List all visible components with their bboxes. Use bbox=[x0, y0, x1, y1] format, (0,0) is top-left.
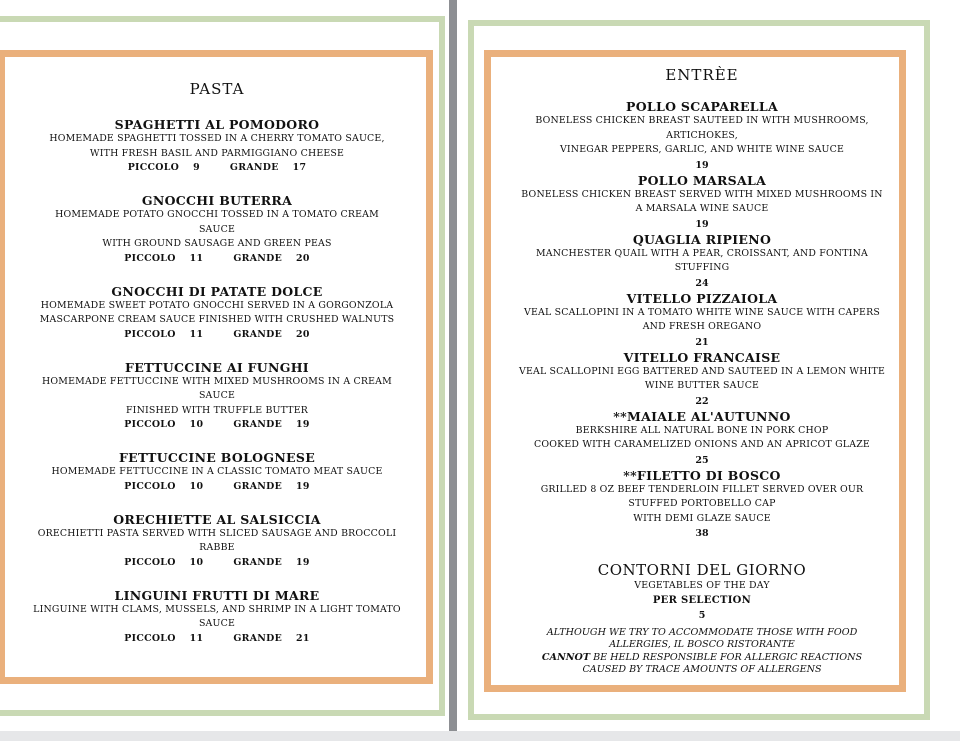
grande-label: GRANDE bbox=[233, 480, 283, 492]
dish-name: VITELLO PIZZAIOLA bbox=[626, 290, 778, 306]
dish-name: POLLO SCAPARELLA bbox=[626, 99, 778, 114]
pasta-menu bbox=[12, 80, 422, 665]
grande-label: GRANDE bbox=[233, 252, 283, 264]
dish-description: MANCHESTER QUAIL WITH A PEAR, CROISSANT, AND FONTINA bbox=[535, 247, 869, 259]
dish-name: **MAIALE AL'AUTUNNO bbox=[613, 408, 791, 424]
piccolo-price: 10 bbox=[189, 556, 204, 568]
grande-price: 20 bbox=[296, 252, 310, 264]
bottom-scroll-area bbox=[0, 731, 960, 741]
piccolo-label: PICCOLO bbox=[124, 419, 176, 430]
dish-prices bbox=[12, 161, 422, 174]
dish-price: 21 bbox=[695, 336, 709, 348]
grande-price: 17 bbox=[292, 162, 307, 173]
dish-description: AND FRESH OREGANO bbox=[642, 321, 762, 332]
dish-prices bbox=[12, 556, 422, 569]
menu-item bbox=[512, 469, 892, 542]
menu-item bbox=[512, 100, 892, 173]
allergy-line: CAUSED BY TRACE AMOUNTS OF ALLERGENS bbox=[582, 664, 822, 675]
piccolo-price: 11 bbox=[189, 328, 204, 340]
entree-menu bbox=[512, 66, 892, 677]
dish-description: SAUCE bbox=[198, 223, 236, 235]
dish-description: WITH FRESH BASIL AND PARMIGGIANO CHEESE bbox=[89, 147, 345, 159]
dish-description: A MARSALA WINE SAUCE bbox=[635, 203, 769, 214]
dish-price: 25 bbox=[695, 454, 709, 466]
dish-description: WITH GROUND SAUSAGE AND GREEN PEAS bbox=[102, 238, 332, 249]
dish-description: VEAL SCALLOPINI EGG BATTERED AND SAUTEED IN A LEMON WHITE bbox=[518, 365, 886, 377]
grande-price: 19 bbox=[296, 419, 310, 430]
dish-description: HOMEMADE SWEET POTATO GNOCCHI SERVED IN A GORGONZOLA bbox=[40, 299, 394, 311]
dish-name: **FILETTO DI BOSCO bbox=[623, 467, 781, 483]
dish-description: HOMEMADE POTATO GNOCCHI TOSSED IN A TOMATO CREAM bbox=[55, 209, 379, 220]
dish-name: ORECHIETTE AL SALSICCIA bbox=[113, 511, 321, 527]
dish-description: GRILLED 8 OZ BEEF TENDERLOIN FILLET SERVED OVER OUR bbox=[540, 483, 864, 495]
dish-description: WINE BUTTER SAUCE bbox=[644, 380, 760, 391]
dish-prices bbox=[12, 418, 422, 431]
menu-item bbox=[512, 292, 892, 350]
dish-description: RABBE bbox=[199, 542, 235, 553]
piccolo-label: PICCOLO bbox=[124, 252, 176, 264]
allergy-line: ALLERGIES, IL BOSCO RISTORANTE bbox=[609, 639, 795, 650]
dish-name: QUAGLIA RIPIENO bbox=[632, 231, 772, 247]
menu-item bbox=[12, 361, 422, 432]
dish-name: FETTUCCINE BOLOGNESE bbox=[118, 450, 316, 465]
menu-item bbox=[512, 233, 892, 291]
dish-description: BERKSHIRE ALL NATURAL BONE IN PORK CHOP bbox=[575, 424, 829, 436]
dish-price: 19 bbox=[695, 159, 709, 171]
dish-description: COOKED WITH CARAMELIZED ONIONS AND AN APRICOT GLAZE bbox=[534, 439, 870, 450]
contorni-heading: CONTORNI DEL GIORNO bbox=[597, 561, 807, 579]
dish-name: LINGUINI FRUTTI DI MARE bbox=[114, 587, 320, 603]
piccolo-label: PICCOLO bbox=[124, 556, 176, 568]
contorni-price: 5 bbox=[698, 609, 706, 621]
piccolo-label: PICCOLO bbox=[127, 162, 180, 173]
dish-description: HOMEMADE FETTUCCINE IN A CLASSIC TOMATO MEAT SAUCE bbox=[51, 466, 383, 477]
menu-item bbox=[12, 451, 422, 493]
grande-label: GRANDE bbox=[229, 162, 279, 173]
cannot-emphasis: CANNOT bbox=[541, 651, 591, 663]
dish-prices bbox=[12, 480, 422, 493]
menu-item bbox=[12, 513, 422, 569]
dish-description: VEAL SCALLOPINI IN A TOMATO WHITE WINE SAUCE WITH CAPERS bbox=[524, 306, 880, 318]
allergy-text: BE HELD RESPONSIBLE FOR ALLERGIC REACTIONS bbox=[590, 651, 863, 663]
dish-price: 19 bbox=[695, 218, 709, 230]
dish-description: STUFFED PORTOBELLO CAP bbox=[628, 498, 776, 509]
menu-item bbox=[512, 174, 892, 232]
page-gutter bbox=[449, 0, 457, 741]
pasta-heading: PASTA bbox=[189, 80, 245, 98]
dish-description: HOMEMADE SPAGHETTI TOSSED IN A CHERRY TOMATO SAUCE, bbox=[49, 133, 385, 144]
dish-prices bbox=[12, 252, 422, 265]
dish-description: BONELESS CHICKEN BREAST SAUTEED IN WITH MUSHROOMS, bbox=[535, 115, 869, 126]
grande-price: 19 bbox=[296, 480, 310, 492]
contorni-section bbox=[512, 561, 892, 623]
menu-item bbox=[512, 351, 892, 409]
dish-description: MASCARPONE CREAM SAUCE FINISHED WITH CRUSHED WALNUTS bbox=[39, 314, 395, 325]
dish-name: POLLO MARSALA bbox=[637, 172, 767, 188]
menu-item bbox=[12, 118, 422, 174]
menu-item bbox=[12, 285, 422, 341]
grande-price: 20 bbox=[296, 328, 310, 340]
piccolo-label: PICCOLO bbox=[124, 480, 176, 492]
piccolo-price: 9 bbox=[193, 162, 200, 173]
grande-label: GRANDE bbox=[233, 328, 283, 340]
menu-item bbox=[12, 194, 422, 265]
grande-price: 19 bbox=[296, 556, 310, 568]
piccolo-label: PICCOLO bbox=[124, 632, 176, 644]
dish-name: SPAGHETTI AL POMODORO bbox=[114, 117, 320, 132]
grande-price: 21 bbox=[296, 632, 310, 644]
dish-prices bbox=[12, 632, 422, 645]
dish-description: STUFFING bbox=[674, 262, 730, 273]
piccolo-price: 11 bbox=[189, 252, 204, 264]
dish-description: ORECHIETTI PASTA SERVED WITH SLICED SAUSAGE AND BROCCOLI bbox=[37, 527, 397, 539]
dish-description: SAUCE bbox=[198, 618, 236, 629]
grande-label: GRANDE bbox=[233, 632, 283, 644]
dish-description: BONELESS CHICKEN BREAST SERVED WITH MIXED MUSHROOMS IN bbox=[521, 188, 883, 200]
dish-name: GNOCCHI DI PATATE DOLCE bbox=[111, 283, 323, 299]
allergy-notice bbox=[512, 627, 892, 677]
piccolo-label: PICCOLO bbox=[124, 328, 176, 340]
dish-name: VITELLO FRANCAISE bbox=[623, 349, 781, 365]
dish-name: GNOCCHI BUTERRA bbox=[141, 193, 293, 208]
allergy-line bbox=[512, 652, 892, 665]
dish-description: LINGUINE WITH CLAMS, MUSSELS, AND SHRIMP IN A LIGHT TOMATO bbox=[33, 603, 401, 615]
piccolo-price: 10 bbox=[189, 480, 204, 492]
entree-heading: ENTRÈE bbox=[665, 66, 739, 84]
piccolo-price: 10 bbox=[189, 419, 204, 430]
dish-prices bbox=[12, 328, 422, 341]
dish-description: SAUCE bbox=[198, 390, 236, 401]
piccolo-price: 11 bbox=[189, 632, 204, 644]
grande-label: GRANDE bbox=[233, 419, 283, 430]
dish-description: HOMEMADE FETTUCCINE WITH MIXED MUSHROOMS IN A CREAM bbox=[42, 375, 392, 387]
dish-price: 22 bbox=[695, 395, 709, 407]
dish-price: 24 bbox=[695, 277, 709, 289]
dish-description: WITH DEMI GLAZE SAUCE bbox=[633, 512, 771, 524]
menu-item bbox=[12, 589, 422, 645]
per-selection-label: PER SELECTION bbox=[652, 594, 752, 606]
contorni-description: VEGETABLES OF THE DAY bbox=[634, 580, 770, 591]
allergy-line: ALTHOUGH WE TRY TO ACCOMMODATE THOSE WITH FOOD bbox=[546, 626, 858, 638]
dish-description: FINISHED WITH TRUFFLE BUTTER bbox=[125, 404, 309, 416]
dish-name: FETTUCCINE AI FUNGHI bbox=[125, 359, 309, 375]
dish-description: ARTICHOKES, bbox=[666, 129, 738, 141]
grande-label: GRANDE bbox=[233, 556, 283, 568]
dish-description: VINEGAR PEPPERS, GARLIC, AND WHITE WINE SAUCE bbox=[559, 144, 845, 155]
menu-item bbox=[512, 410, 892, 468]
dish-price: 38 bbox=[695, 528, 709, 539]
